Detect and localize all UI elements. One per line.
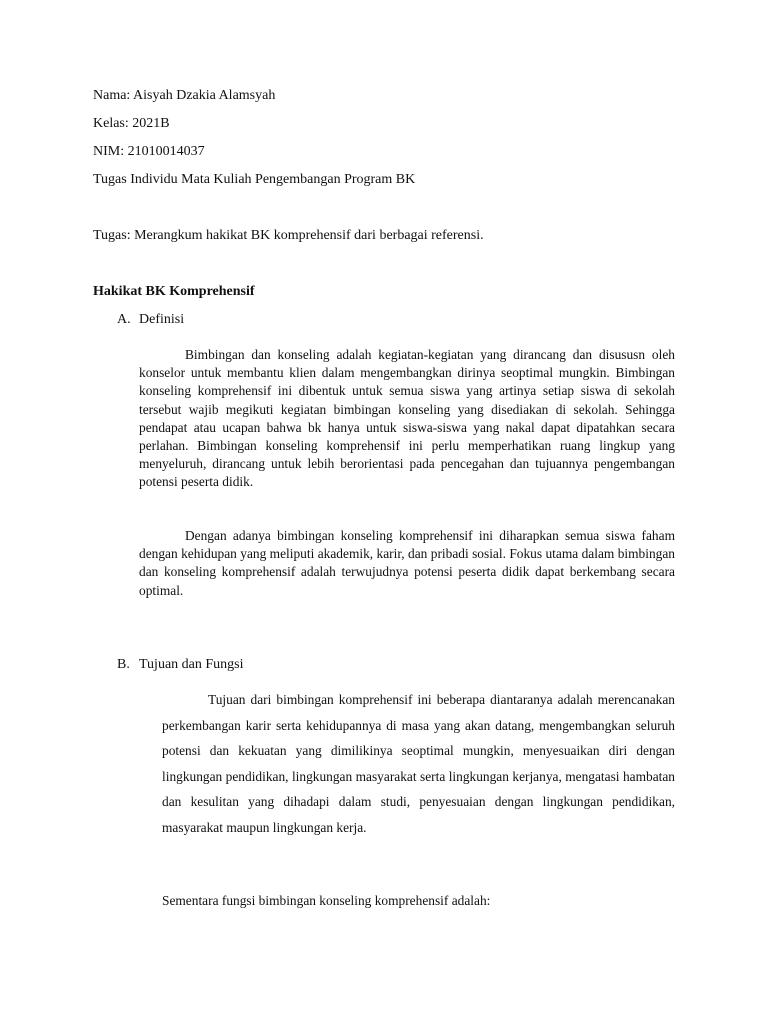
item-label: Definisi (139, 312, 185, 327)
item-definisi (117, 311, 184, 329)
student-name: Nama: Aisyah Dzakia Alamsyah (93, 88, 276, 103)
item-label: Tujuan dan Fungsi (139, 657, 244, 672)
item-marker: B. (117, 657, 130, 672)
assignment-task: Tugas: Merangkum hakikat BK komprehensif dari berbagai referensi. (93, 228, 484, 243)
student-id: NIM: 21010014037 (93, 144, 205, 159)
assignment-course: Tugas Individu Mata Kuliah Pengembangan Program BK (93, 172, 416, 187)
definisi-paragraph-2: Dengan adanya bimbingan konseling komprehensif ini diharapkan semua siswa faham dengan kehidupan yang meliputi akademik, karir, dan pribadi sosial. Fokus utama dalam bimbingan dan konseling komprehensif adalah terwujudnya potensi peserta didik dapat berkembang secara optimal. (139, 528, 675, 598)
tujuan-paragraph: Tujuan dari bimbingan komprehensif ini beberapa diantaranya adalah merencanakan perkembangan karir serta kehidupannya di masa yang akan datang, mengembangkan seluruh potensi dan kekuatan yang dimilikinya seoptimal mungkin, menyesuaikan diri dengan lingkungan pendidikan, lingkungan masyarakat serta lingkungan kerjanya, mengatasi hambatan dan kesulitan yang dihadapi dalam studi, penyesuaian dengan lingkungan pendidikan, masyarakat maupun lingkungan kerja. (162, 692, 675, 835)
fungsi-intro: Sementara fungsi bimbingan konseling komprehensif adalah: (162, 893, 491, 908)
student-class: Kelas: 2021B (93, 116, 170, 131)
section-title: Hakikat BK Komprehensif (93, 284, 255, 299)
item-marker: A. (117, 312, 131, 327)
item-tujuan-fungsi (117, 656, 244, 674)
definisi-paragraph-1: Bimbingan dan konseling adalah kegiatan-kegiatan yang dirancang dan disususn oleh konselor untuk membantu klien dalam mengembangkan dirinya seoptimal mungkin. Bimbingan konseling komprehensif ini dibentuk untuk semua siswa yang artinya setiap siswa di sekolah tersebut wajib megikuti kegiatan bimbingan konseling yang disediakan di sekolah. Sehingga pendapat atau ucapan bahwa bk hanya untuk siswa-siswa yang nakal dapat dipatahkan secara perlahan. Bimbingan konseling komprehensif ini perlu memperhatikan ruang lingkup yang menyeluruh, dirancang untuk lebih berorientasi pada pencegahan dan tujuannya pengembangan potensi peserta didik. (139, 347, 675, 490)
